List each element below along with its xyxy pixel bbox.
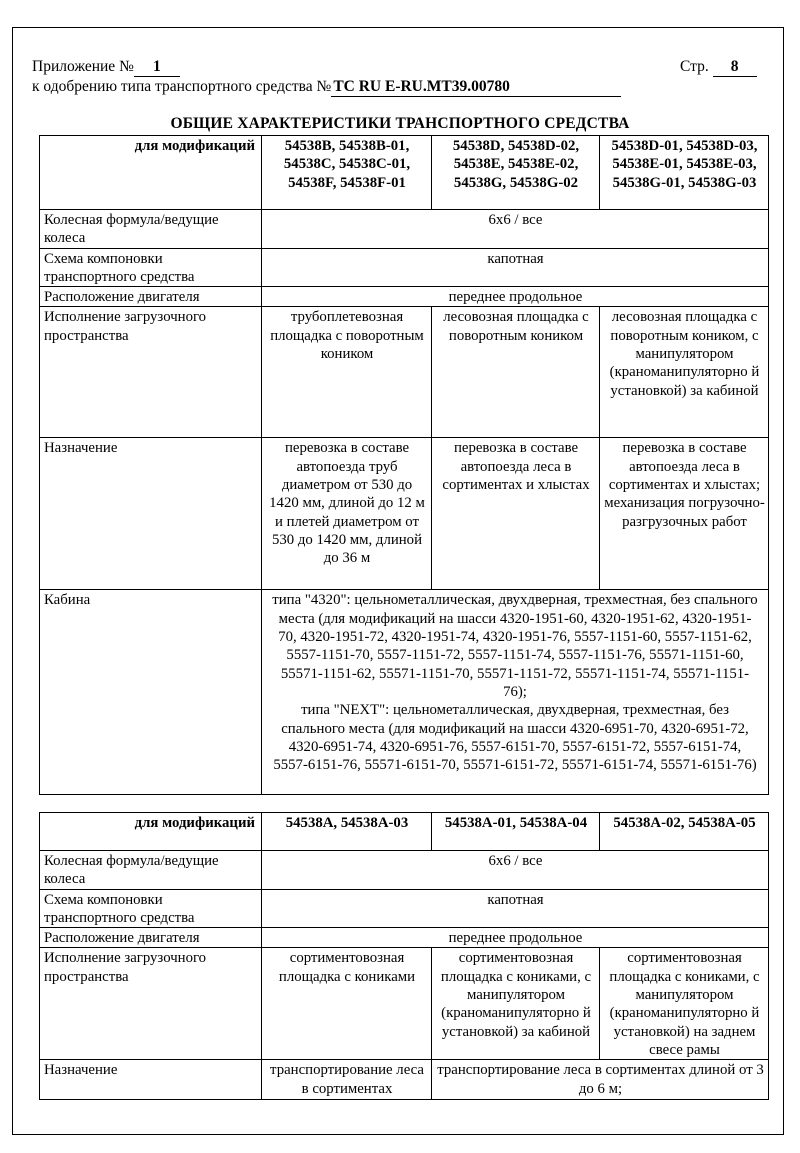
row-label: Назначение <box>40 438 262 590</box>
engine-position-value: переднее продольное <box>262 287 769 307</box>
mod-group-3: 54538D-01, 54538D-03, 54538E-01, 54538E-03, 54538G-01, 54538G-03 <box>600 136 769 210</box>
mod-group-2: 54538D, 54538D-02, 54538E, 54538E-02, 54538G, 54538G-02 <box>432 136 600 210</box>
row-label: Колесная формула/ведущие колеса <box>40 851 262 890</box>
page-line <box>680 58 757 77</box>
row-label: Расположение двигателя <box>40 928 262 948</box>
appendix-label: Приложение № <box>32 58 134 75</box>
page-number: 8 <box>713 58 757 77</box>
page-label: Стр. <box>680 58 709 75</box>
page-title: ОБЩИЕ ХАРАКТЕРИСТИКИ ТРАНСПОРТНОГО СРЕДСТВА <box>170 115 630 132</box>
wheel-formula-value: 6x6 / все <box>262 210 769 249</box>
modifications-header: для модификаций <box>40 813 262 851</box>
approval-line <box>32 78 621 97</box>
table-row <box>40 948 769 1060</box>
table-row <box>40 928 769 948</box>
approval-text: к одобрению типа транспортного средства № <box>32 78 332 95</box>
purpose-value: перевозка в составе автопоезда труб диаметром от 530 до 1420 мм, длиной до 12 м и плетей диаметром от 530 до 1420 мм, длиной до 36 м <box>262 438 432 590</box>
mod-group-3: 54538A-02, 54538A-05 <box>600 813 769 851</box>
characteristics-table-1 <box>39 135 769 795</box>
table-row <box>40 590 769 795</box>
approval-number: ТС RU E-RU.МТ39.00780 <box>331 78 621 97</box>
table-row <box>40 210 769 249</box>
row-label: Назначение <box>40 1060 262 1100</box>
table-row <box>40 307 769 438</box>
table-row <box>40 438 769 590</box>
row-label: Расположение двигателя <box>40 287 262 307</box>
purpose-value: транспортирование леса в сортиментах <box>262 1060 432 1100</box>
cargo-value: сортиментовозная площадка с кониками <box>262 948 432 1060</box>
row-label: Исполнение загрузочного пространства <box>40 948 262 1060</box>
row-label: Схема компоновки транспортного средства <box>40 889 262 928</box>
mod-group-1: 54538B, 54538B-01, 54538C, 54538C-01, 54538F, 54538F-01 <box>262 136 432 210</box>
appendix-number: 1 <box>134 58 180 77</box>
cab-type-next: типа "NEXT": цельнометаллическая, двухдверная, трехместная, без спального места (для модификаций на шасси 4320-6951-70, 4320-6951-72, 4320-6951-74, 4320-6951-76, 5557-6151-70, 5557-6151-72, 5557-6151-74, 5557-6151-76, 55571-6151-70, 55571-6151-72, 55571-6151-74, 55571-6151-76) <box>273 702 757 774</box>
table-row <box>40 813 769 851</box>
cargo-value: сортиментовозная площадка с кониками, с манипулятором (краноманипуляторно й установкой) на заднем свесе рамы <box>600 948 769 1060</box>
modifications-header: для модификаций <box>40 136 262 210</box>
purpose-value: транспортирование леса в сортиментах длиной от 3 до 6 м; <box>432 1060 769 1100</box>
wheel-formula-value: 6x6 / все <box>262 851 769 890</box>
table-row <box>40 136 769 210</box>
cab-value <box>262 590 769 795</box>
cargo-value: сортиментовозная площадка с кониками, с манипулятором (краноманипуляторно й установкой) за кабиной <box>432 948 600 1060</box>
purpose-value: перевозка в составе автопоезда леса в сортиментах и хлыстах <box>432 438 600 590</box>
row-label: Кабина <box>40 590 262 795</box>
table-row <box>40 1060 769 1100</box>
cargo-value: лесовозная площадка с поворотным коником <box>432 307 600 438</box>
row-label: Исполнение загрузочного пространства <box>40 307 262 438</box>
cargo-value: трубоплетевозная площадка с поворотным коником <box>262 307 432 438</box>
appendix-line <box>32 58 180 77</box>
row-label: Схема компоновки транспортного средства <box>40 248 262 287</box>
table-row <box>40 287 769 307</box>
cab-type-4320: типа "4320": цельнометаллическая, двухдверная, трехместная, без спального места (для модификаций на шасси 4320-1951-60, 4320-1951-62, 4320-1951-70, 4320-1951-72, 4320-1951-74, 4320-1951-76, 5557-1151-60, 5557-1151-62, 5557-1151-70, 5557-1151-72, 5557-1151-74, 5557-1151-76, 55571-1151-60, 55571-1151-62, 55571-1151-70, 55571-1151-72, 55571-1151-74, 55571-1151-76); <box>272 592 758 700</box>
layout-value: капотная <box>262 248 769 287</box>
purpose-value: перевозка в составе автопоезда леса в сортиментах и хлыстах; механизация погрузочно-разгрузочных работ <box>600 438 769 590</box>
table-row <box>40 851 769 890</box>
cargo-value: лесовозная площадка с поворотным коником, с манипулятором (краноманипуляторно й установкой) за кабиной <box>600 307 769 438</box>
engine-position-value: переднее продольное <box>262 928 769 948</box>
table-row <box>40 889 769 928</box>
characteristics-table-2 <box>39 812 769 1100</box>
mod-group-1: 54538A, 54538A-03 <box>262 813 432 851</box>
mod-group-2: 54538A-01, 54538A-04 <box>432 813 600 851</box>
row-label: Колесная формула/ведущие колеса <box>40 210 262 249</box>
layout-value: капотная <box>262 889 769 928</box>
table-row <box>40 248 769 287</box>
